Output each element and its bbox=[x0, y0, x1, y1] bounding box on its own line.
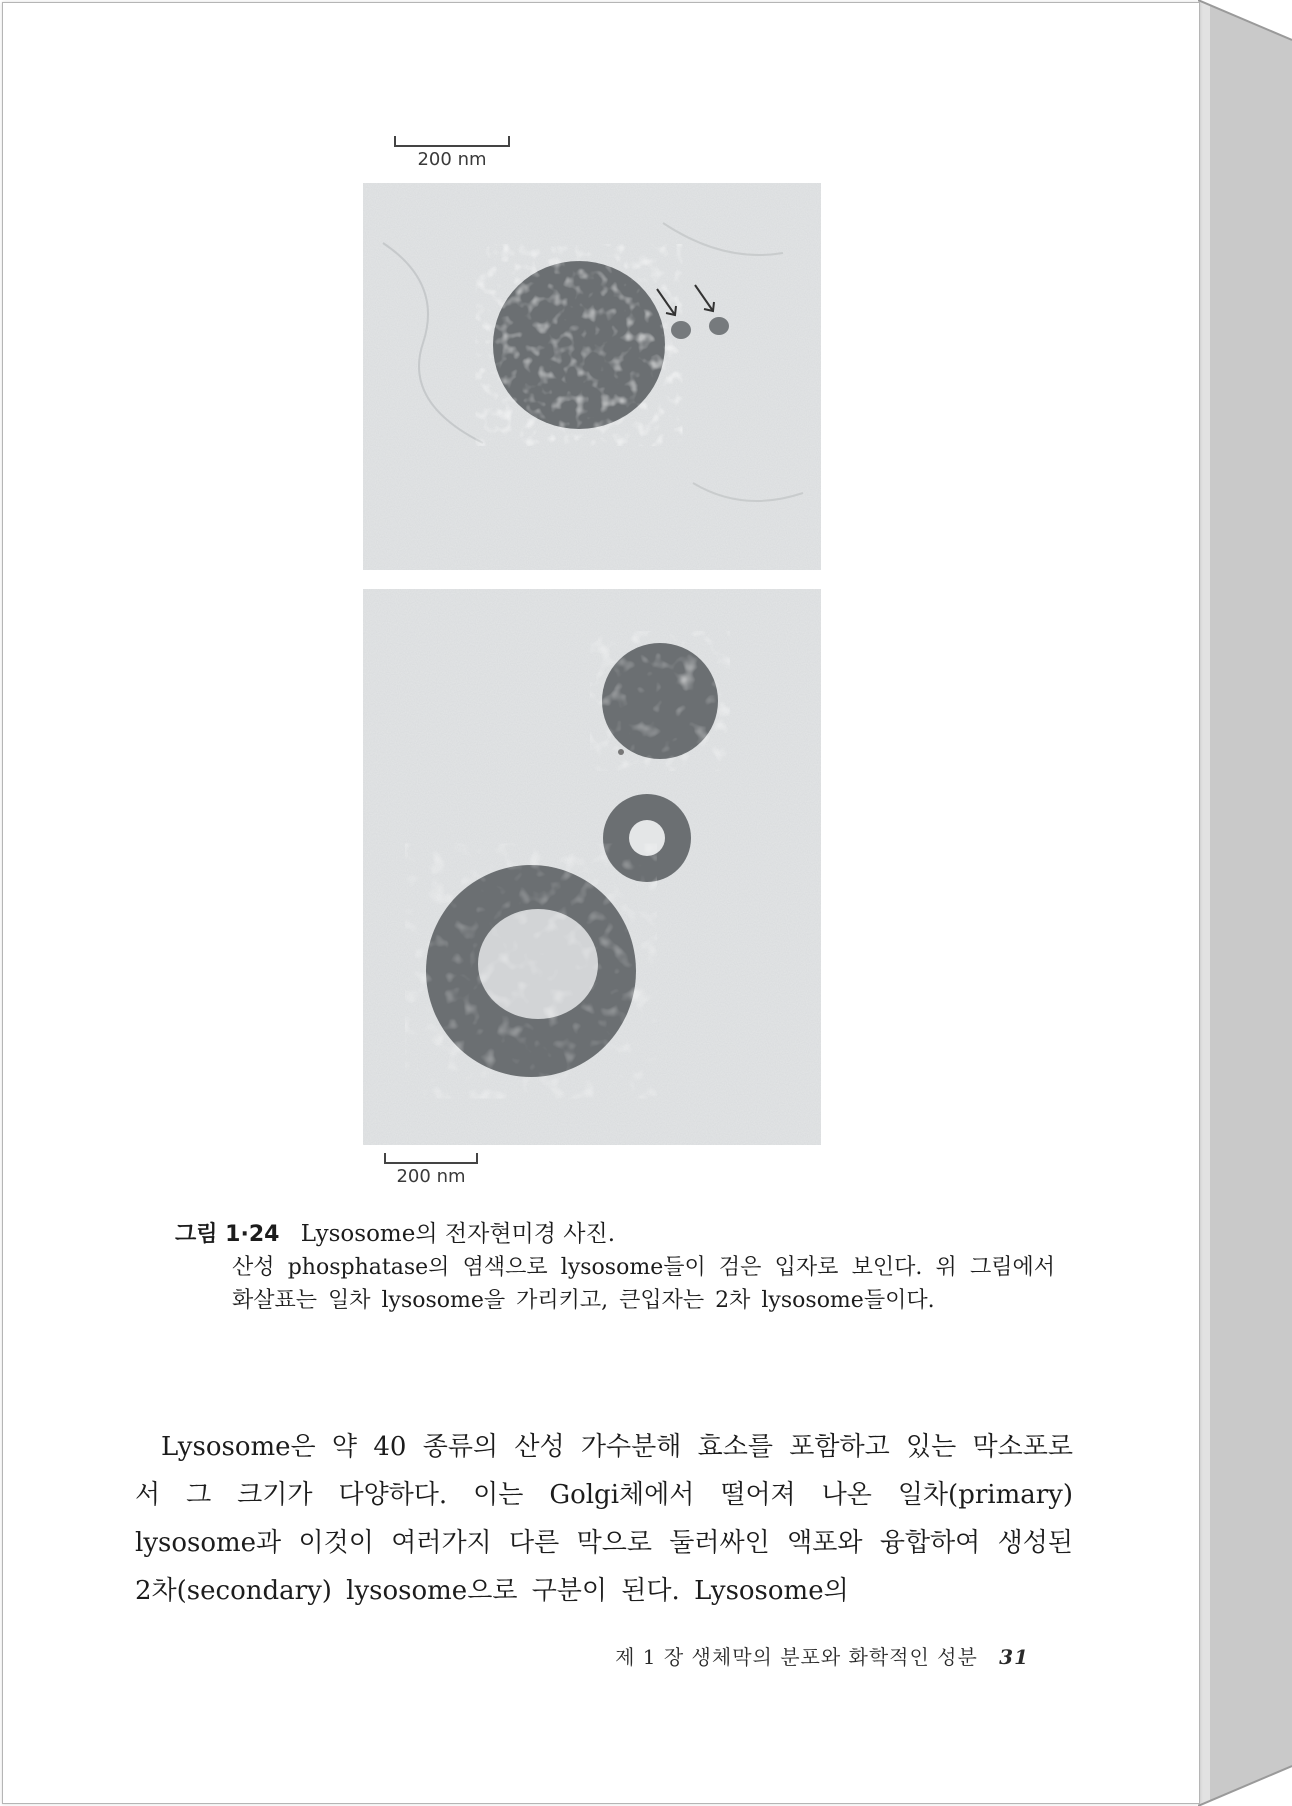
figure-label: 그림 1·24 bbox=[175, 1222, 280, 1247]
scale-bar-bottom bbox=[381, 1153, 481, 1187]
body-paragraph: Lysosome은 약 40 종류의 산성 가수분해 효소를 포함하고 있는 막소포로서 그 크기가 다양하다. 이는 Golgi체에서 떨어져 나온 일차(primary) lysosome과 이것이 여러가지 다른 막으로 둘러싸인 액포와 융합하여 생성된 2차(secondary) lysosome으로 구분이 된다. Lysosome의 bbox=[135, 1432, 1073, 1606]
micrograph-top bbox=[363, 183, 821, 570]
scale-bar-top bbox=[391, 136, 513, 170]
book-page bbox=[2, 2, 1200, 1804]
scale-bar-label: 200 nm bbox=[417, 149, 487, 170]
chapter-title: 제 1 장 생체막의 분포와 화학적인 성분 bbox=[615, 1645, 978, 1669]
micrograph-bottom bbox=[363, 589, 821, 1145]
body-text bbox=[135, 1423, 1073, 1615]
running-footer bbox=[559, 1641, 1029, 1670]
scale-bar-line bbox=[394, 136, 510, 147]
scale-bar-label: 200 nm bbox=[396, 1166, 466, 1187]
page-number: 31 bbox=[999, 1645, 1029, 1669]
caption-body: 산성 phosphatase의 염색으로 lysosome들이 검은 입자로 보인다. 위 그림에서 화살표는 일차 lysosome을 가리키고, 큰입자는 2차 lysosome들이다. bbox=[232, 1255, 1055, 1313]
scale-bar-line bbox=[384, 1153, 478, 1164]
caption-title-line bbox=[175, 1218, 1055, 1251]
caption-title: Lysosome의 전자현미경 사진. bbox=[300, 1221, 616, 1247]
figure-caption bbox=[175, 1218, 1055, 1317]
book-side-shading bbox=[1198, 0, 1292, 1806]
